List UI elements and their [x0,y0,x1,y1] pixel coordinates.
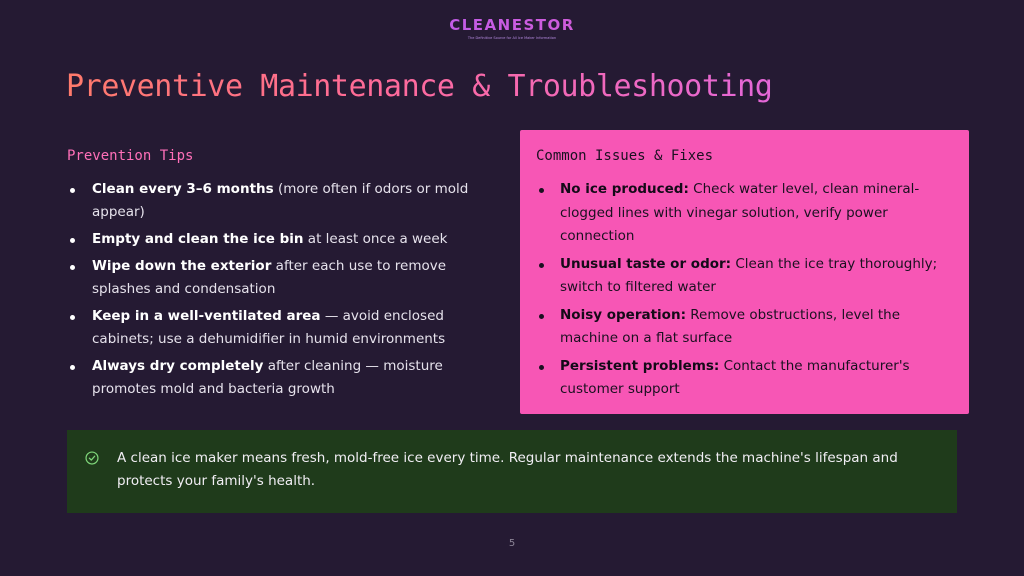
tip-text: after cleaning — moisture promotes mold and bacteria growth [92,358,443,397]
brand-tagline: The Definitive Source for All Ice Maker Information [467,36,557,40]
issue-text: Clean the ice tray thoroughly; switch to filtered water [560,255,938,295]
bullet-icon [70,315,75,320]
common-issues-panel [520,130,969,414]
issue-bold: Persistent problems: [560,357,720,374]
tip-bold: Always dry completely [92,358,264,374]
list-item [536,178,953,249]
slide-title: Preventive Maintenance & Troubleshooting [66,62,772,112]
list-item [67,305,507,351]
common-issues-list [536,178,953,402]
bullet-icon [539,314,544,319]
list-item [67,355,507,401]
list-item [536,355,953,402]
check-circle-icon [85,451,99,465]
issue-text: Check water level, clean mineral-clogged lines with vinegar solution, verify power connection [560,181,920,244]
bullet-icon [70,365,75,370]
issue-bold: Unusual taste or odor: [560,255,732,272]
list-item [67,228,507,251]
tip-text: (more often if odors or mold appear) [92,181,469,220]
bullet-icon [539,263,544,268]
page-number: 5 [508,538,516,549]
bullet-icon [70,238,75,243]
list-item [67,178,507,224]
prevention-tips-heading: Prevention Tips [67,148,194,164]
tip-bold: Clean every 3–6 months [92,181,274,197]
common-issues-heading: Common Issues & Fixes [536,148,714,164]
callout-text: A clean ice maker means fresh, mold-free ice every time. Regular maintenance extends the machine's lifespan and protects your family's health. [117,450,898,489]
tip-bold: Keep in a well-ventilated area [92,308,321,324]
bullet-icon [70,188,75,193]
issue-bold: No ice produced: [560,181,689,197]
bullet-icon [539,365,544,370]
brand-logo [0,16,1024,41]
list-item [67,255,507,301]
summary-callout [67,430,957,513]
issue-bold: Noisy operation: [560,306,686,323]
tip-text: — avoid enclosed cabinets; use a dehumidifier in humid environments [92,308,446,347]
tip-text: at least once a week [303,231,448,247]
list-item [536,253,953,300]
tip-bold: Wipe down the exterior [92,258,272,274]
prevention-tips-list [67,178,507,401]
bullet-icon [70,265,75,270]
bullet-icon [539,188,544,193]
tip-text: after each use to remove splashes and condensation [92,258,447,297]
tip-bold: Empty and clean the ice bin [92,231,304,247]
issue-text: Remove obstructions, level the machine on a flat surface [560,306,901,346]
brand-name: CLEANESTOR [0,16,1024,34]
list-item [536,304,953,351]
issue-text: Contact the manufacturer's customer support [560,357,910,397]
prevention-tips-section [67,144,507,405]
